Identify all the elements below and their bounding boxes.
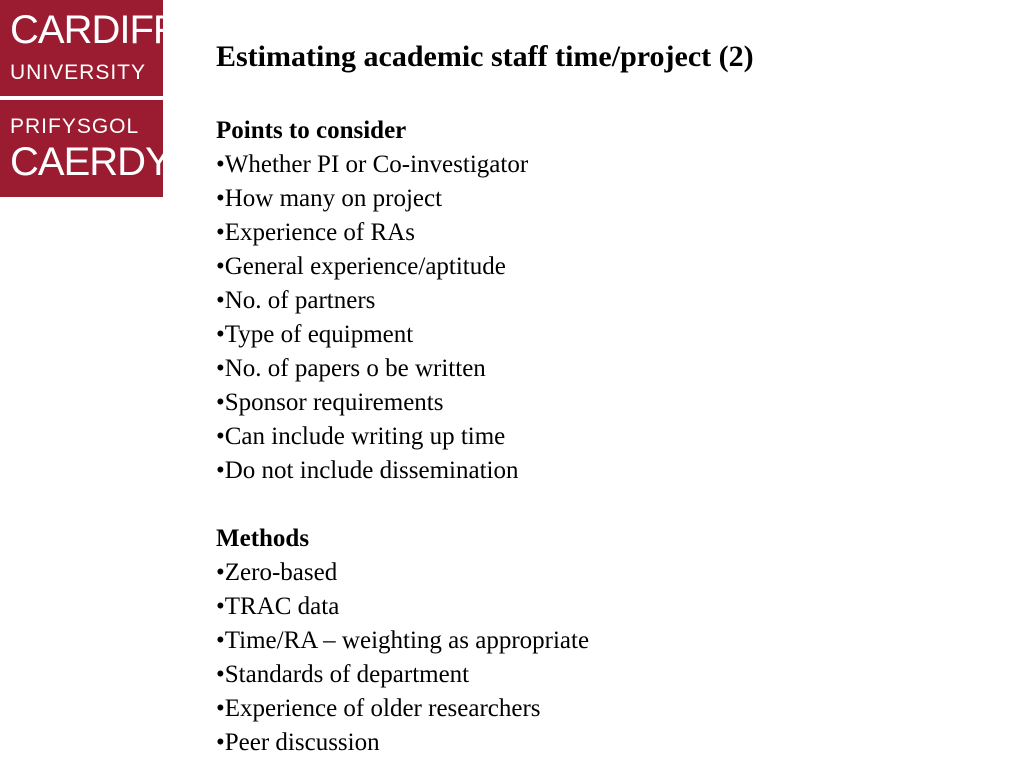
points-list-item: •No. of papers o be written: [216, 355, 486, 382]
logo-text-cardiff: CARDIFF: [10, 8, 177, 52]
methods-list-item: •Standards of department: [216, 661, 470, 688]
section-spacer: [216, 488, 1006, 522]
logo-divider: [0, 96, 163, 100]
methods-list-item: •Zero-based: [216, 559, 338, 586]
methods-list-item: •TRAC data: [216, 593, 340, 620]
cardiff-university-logo: [0, 0, 227, 197]
methods-list-item: •Experience of older researchers: [216, 695, 541, 722]
methods-list: [216, 556, 1006, 760]
points-list: [216, 148, 1006, 488]
points-list-item: •Sponsor requirements: [216, 389, 444, 416]
logo-text-university: UNIVERSITY: [10, 61, 147, 84]
points-list-item: •Do not include dissemination: [216, 457, 519, 484]
logo-text-caerdydd: CAERDYDD: [10, 140, 227, 184]
points-list-item: •Can include writing up time: [216, 423, 506, 450]
points-list-item: •No. of partners: [216, 287, 376, 314]
points-list-item: •Whether PI or Co-investigator: [216, 151, 529, 178]
methods-list-item: •Peer discussion: [216, 729, 380, 756]
points-heading: Points to consider: [216, 117, 407, 144]
logo-text-prifysgol: PRIFYSGOL: [10, 115, 140, 138]
methods-heading: Methods: [216, 525, 310, 552]
slide-content: [216, 38, 1006, 760]
points-list-item: •General experience/aptitude: [216, 253, 506, 280]
points-list-item: •Experience of RAs: [216, 219, 415, 246]
slide-title: Estimating academic staff time/project (2): [216, 40, 754, 73]
points-list-item: •How many on project: [216, 185, 443, 212]
points-list-item: •Type of equipment: [216, 321, 414, 348]
methods-list-item: •Time/RA – weighting as appropriate: [216, 627, 590, 654]
